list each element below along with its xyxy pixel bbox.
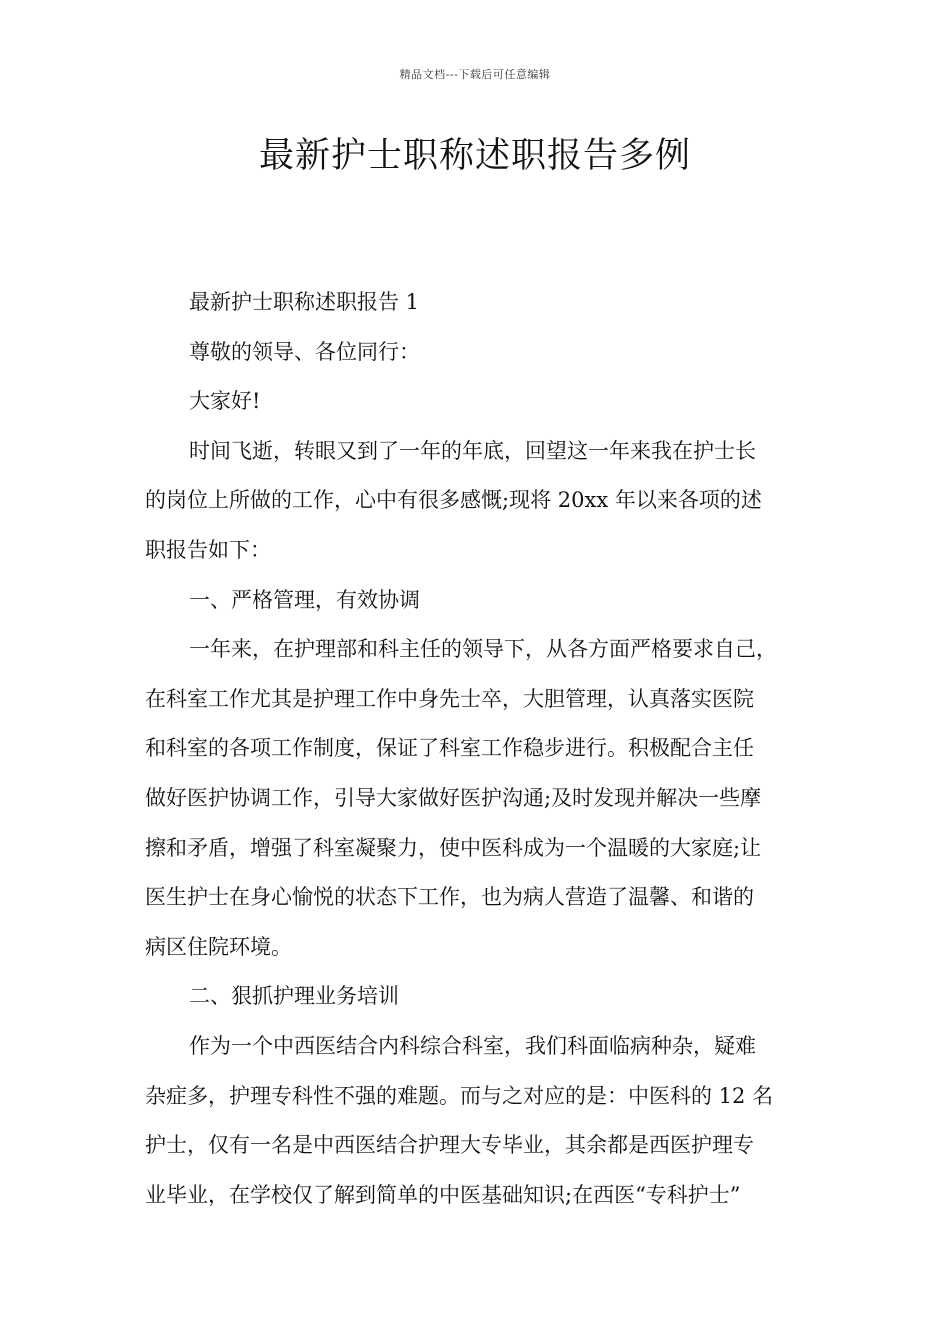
text-line: 医生护士在身心愉悦的状态下工作，也为病人营造了温馨、和谐的 [145, 885, 754, 910]
text-line: 在科室工作尤其是护理工作中身先士卒，大胆管理，认真落实医院 [145, 686, 754, 711]
text-line: 和科室的各项工作制度，保证了科室工作稳步进行。积极配合主任 [145, 736, 754, 761]
text-line: 职报告如下： [145, 537, 271, 562]
text-line: 擦和矛盾，增强了科室凝聚力，使中医科成为一个温暖的大家庭;让 [145, 835, 762, 860]
text-line: 大家好! [189, 389, 261, 414]
text-line: 最新护士职称述职报告 1 [189, 290, 420, 314]
text-line: 作为一个中西医结合内科综合科室，我们科面临病种杂，疑难 [189, 1033, 756, 1058]
text-line: 业毕业，在学校仅了解到简单的中医基础知识;在西医“专科护士” [145, 1182, 741, 1207]
text-line: 尊敬的领导、各位同行： [189, 339, 420, 364]
text-line: 的岗位上所做的工作，心中有很多感慨;现将 20xx 年以来各项的述 [145, 488, 762, 513]
text-line: 二、狠抓护理业务培训 [189, 984, 399, 1009]
text-line: 病区住院环境。 [145, 934, 292, 959]
text-line: 时间飞逝，转眼又到了一年的年底，回望这一年来我在护士长 [189, 438, 756, 463]
document-title: 最新护士职称述职报告多例 [258, 136, 691, 176]
header-note: 精品文档---下载后可任意编辑 [399, 68, 551, 81]
text-line: 一年来，在护理部和科主任的领导下，从各方面严格要求自己， [189, 637, 777, 662]
text-line: 一、严格管理，有效协调 [189, 587, 420, 612]
text-line: 杂症多，护理专科性不强的难题。而与之对应的是：中医科的 12 名 [145, 1083, 774, 1108]
text-line: 护士，仅有一名是中西医结合护理大专毕业，其余都是西医护理专 [145, 1133, 754, 1158]
text-line: 做好医护协调工作，引导大家做好医护沟通;及时发现并解决一些摩 [145, 785, 762, 810]
document-body [145, 284, 815, 1226]
